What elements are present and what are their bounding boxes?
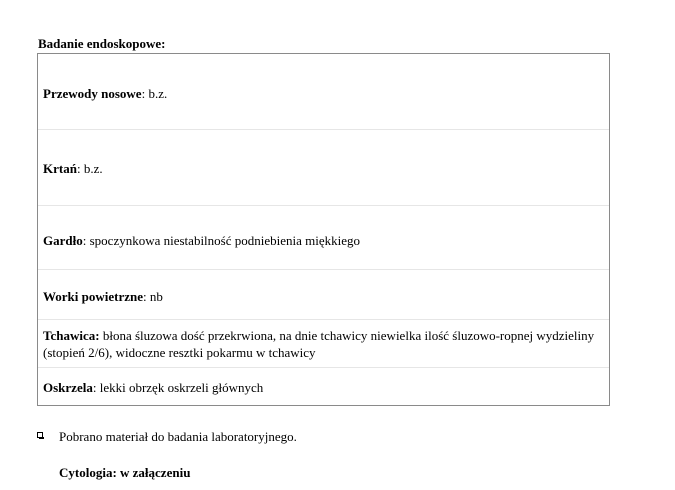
finding-separator: :: [141, 86, 146, 101]
finding-separator: :: [76, 161, 81, 176]
finding-row-pharynx: [38, 206, 609, 270]
finding-row-larynx: [38, 130, 609, 206]
finding-label: Krtań: [43, 161, 77, 176]
sample-note-text: Pobrano materiał do badania laboratoryjnego.: [59, 429, 297, 444]
finding-value: błona śluzowa dość przekrwiona, na dnie tchawicy niewielka ilość śluzowo-ropnej wydzieliny (stopień 2/6), widoczne resztki pokarmu w tchawicy: [43, 328, 595, 360]
finding-text: [43, 379, 597, 396]
finding-value: lekki obrzęk oskrzeli głównych: [96, 380, 264, 395]
checkbox-bullet-icon: [37, 432, 43, 438]
finding-row-trachea: [38, 320, 609, 368]
section-title: Badanie endoskopowe:: [38, 36, 166, 51]
finding-text: [43, 288, 597, 305]
finding-label: Oskrzela: [43, 380, 93, 395]
finding-value: b.z.: [80, 161, 103, 176]
finding-text: [43, 327, 597, 361]
finding-row-bronchi: [38, 368, 609, 405]
endoscopy-findings-table: [37, 53, 610, 406]
finding-row-nasal-passages: [38, 54, 609, 130]
finding-text: [43, 232, 597, 249]
finding-value: b.z.: [145, 86, 168, 101]
finding-value: spoczynkowa niestabilność podniebienia miękkiego: [86, 233, 361, 248]
finding-value: nb: [146, 289, 163, 304]
finding-separator: :: [143, 289, 147, 304]
finding-text: [43, 160, 597, 177]
finding-label: Worki powietrzne: [43, 289, 144, 304]
finding-label: Przewody nosowe: [43, 86, 142, 101]
finding-label: Tchawica:: [43, 328, 100, 343]
finding-label: Gardło: [43, 233, 83, 248]
finding-text: [43, 85, 597, 102]
finding-separator: :: [82, 233, 87, 248]
finding-row-guttural-pouches: [38, 270, 609, 320]
cytology-note: Cytologia: w załączeniu: [59, 465, 191, 480]
finding-separator: :: [92, 380, 97, 395]
